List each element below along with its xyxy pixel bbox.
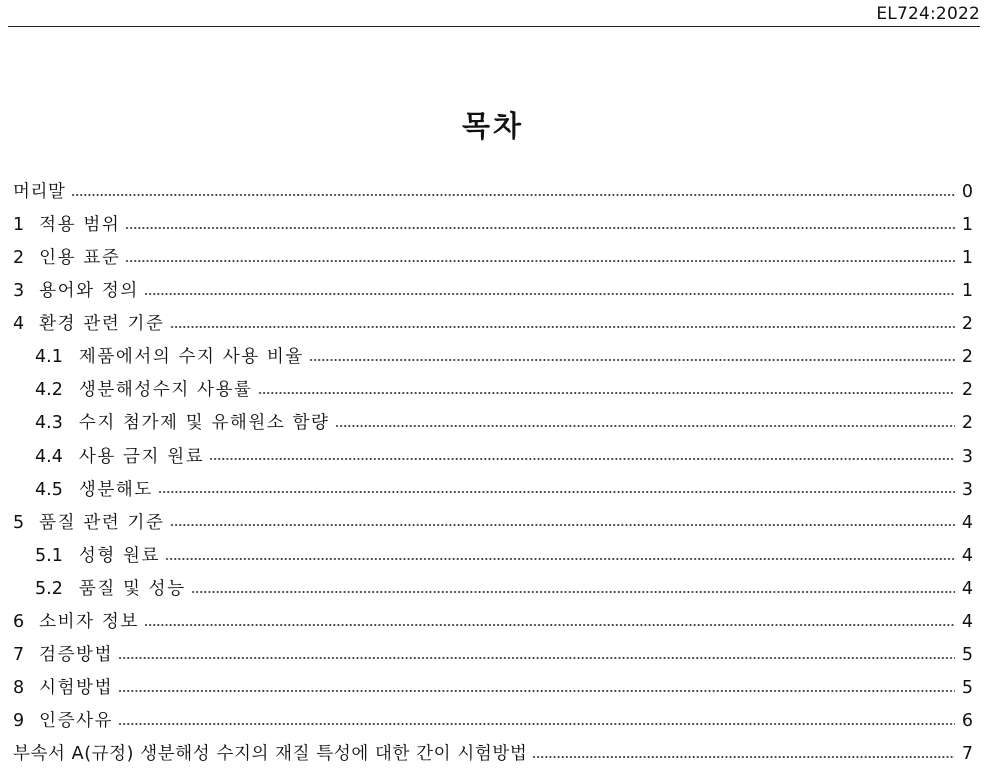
toc-entry-number: 4 bbox=[13, 314, 25, 335]
dot-leader bbox=[170, 325, 955, 329]
toc-entry[interactable] bbox=[13, 341, 973, 374]
toc-entry-page-number: 4 bbox=[961, 578, 973, 599]
toc-entry-label: 품질 관련 기준 bbox=[39, 512, 165, 533]
toc-entry-label: 제품에서의 수지 사용 비율 bbox=[78, 347, 304, 368]
dot-leader bbox=[144, 623, 955, 627]
toc-entry-page-number: 1 bbox=[961, 281, 973, 302]
toc-entry[interactable] bbox=[13, 242, 973, 275]
toc-entry[interactable] bbox=[13, 441, 973, 474]
toc-entry-label: 수지 첨가제 및 유해원소 함량 bbox=[78, 413, 330, 434]
toc-entry-page-number: 1 bbox=[961, 247, 973, 268]
toc-entry-number: 5 bbox=[13, 512, 25, 533]
dot-leader bbox=[335, 424, 955, 428]
dot-leader bbox=[158, 490, 955, 494]
toc-entry-page-number: 4 bbox=[961, 545, 973, 566]
toc-entry[interactable] bbox=[13, 573, 973, 606]
toc-entry-page-number: 4 bbox=[961, 612, 973, 633]
dot-leader bbox=[309, 358, 955, 362]
dot-leader bbox=[191, 590, 955, 594]
dot-leader bbox=[118, 722, 955, 726]
toc-entry[interactable] bbox=[13, 706, 973, 739]
toc-entry-number: 9 bbox=[13, 711, 25, 732]
toc-entry-page-number: 5 bbox=[961, 645, 973, 666]
toc-entry[interactable] bbox=[13, 375, 973, 408]
toc-entry-page-number: 0 bbox=[961, 181, 973, 202]
toc-entry[interactable] bbox=[13, 408, 973, 441]
toc-entry-number: 4.2 bbox=[35, 380, 63, 401]
table-of-contents bbox=[13, 176, 973, 772]
toc-entry-number: 5.2 bbox=[35, 578, 63, 599]
dot-leader bbox=[125, 259, 955, 263]
toc-entry-label: 시험방법 bbox=[39, 678, 114, 699]
toc-entry[interactable] bbox=[13, 209, 973, 242]
toc-entry[interactable] bbox=[13, 639, 973, 672]
dot-leader bbox=[118, 689, 955, 693]
toc-entry[interactable] bbox=[13, 308, 973, 341]
toc-entry-label: 인용 표준 bbox=[39, 247, 121, 268]
dot-leader bbox=[71, 193, 955, 197]
toc-entry-label: 성형 원료 bbox=[78, 545, 161, 566]
toc-entry-label: 머리말 bbox=[13, 181, 66, 202]
toc-entry[interactable] bbox=[13, 672, 973, 705]
toc-entry-page-number: 3 bbox=[961, 446, 973, 467]
page-title: 목차 bbox=[461, 109, 525, 143]
toc-entry-page-number: 1 bbox=[961, 214, 973, 235]
toc-entry-number: 7 bbox=[13, 645, 25, 666]
dot-leader bbox=[118, 656, 955, 660]
toc-entry-number: 3 bbox=[13, 281, 25, 302]
toc-entry-number: 8 bbox=[13, 678, 25, 699]
document-code: EL724:2022 bbox=[876, 4, 980, 24]
toc-entry-number: 1 bbox=[13, 214, 25, 235]
toc-entry[interactable] bbox=[13, 275, 973, 308]
toc-entry[interactable] bbox=[13, 507, 973, 540]
toc-entry-label: 사용 금지 원료 bbox=[78, 446, 205, 467]
toc-entry-label: 용어와 정의 bbox=[39, 281, 139, 302]
toc-entry-label: 인증사유 bbox=[39, 711, 114, 732]
toc-entry-label: 환경 관련 기준 bbox=[39, 314, 165, 335]
toc-entry-page-number: 5 bbox=[961, 678, 973, 699]
toc-entry-number: 4.1 bbox=[35, 347, 63, 368]
toc-entry[interactable] bbox=[13, 739, 973, 772]
toc-entry-number: 5.1 bbox=[35, 545, 63, 566]
toc-entry[interactable] bbox=[13, 606, 973, 639]
dot-leader bbox=[170, 523, 955, 527]
toc-entry-page-number: 2 bbox=[961, 314, 973, 335]
toc-entry[interactable] bbox=[13, 176, 973, 209]
dot-leader bbox=[125, 226, 955, 230]
toc-entry-label: 검증방법 bbox=[39, 645, 114, 666]
toc-entry[interactable] bbox=[13, 540, 973, 573]
toc-entry-number: 4.5 bbox=[35, 479, 63, 500]
toc-entry-label: 소비자 정보 bbox=[39, 612, 139, 633]
toc-entry-label: 적용 범위 bbox=[39, 214, 121, 235]
toc-entry-page-number: 2 bbox=[961, 347, 973, 368]
dot-leader bbox=[209, 457, 955, 461]
toc-entry-number: 4.3 bbox=[35, 413, 63, 434]
toc-entry-page-number: 2 bbox=[961, 380, 973, 401]
toc-entry-page-number: 3 bbox=[961, 479, 973, 500]
toc-entry-label: 생분해성수지 사용률 bbox=[78, 380, 253, 401]
dot-leader bbox=[532, 755, 955, 759]
dot-leader bbox=[165, 557, 955, 561]
toc-entry-label: 품질 및 성능 bbox=[78, 578, 186, 599]
toc-entry-page-number: 4 bbox=[961, 512, 973, 533]
toc-entry-number: 4.4 bbox=[35, 446, 63, 467]
dot-leader bbox=[144, 292, 955, 296]
document-header bbox=[8, 0, 980, 27]
toc-entry-page-number: 7 bbox=[961, 744, 973, 765]
toc-entry-number: 2 bbox=[13, 247, 25, 268]
dot-leader bbox=[258, 391, 955, 395]
toc-entry-page-number: 2 bbox=[961, 413, 973, 434]
toc-entry-number: 6 bbox=[13, 612, 25, 633]
toc-entry-page-number: 6 bbox=[961, 711, 973, 732]
toc-entry-label: 부속서 A(규정) 생분해성 수지의 재질 특성에 대한 간이 시험방법 bbox=[13, 744, 528, 765]
toc-entry[interactable] bbox=[13, 474, 973, 507]
toc-entry-label: 생분해도 bbox=[78, 479, 153, 500]
